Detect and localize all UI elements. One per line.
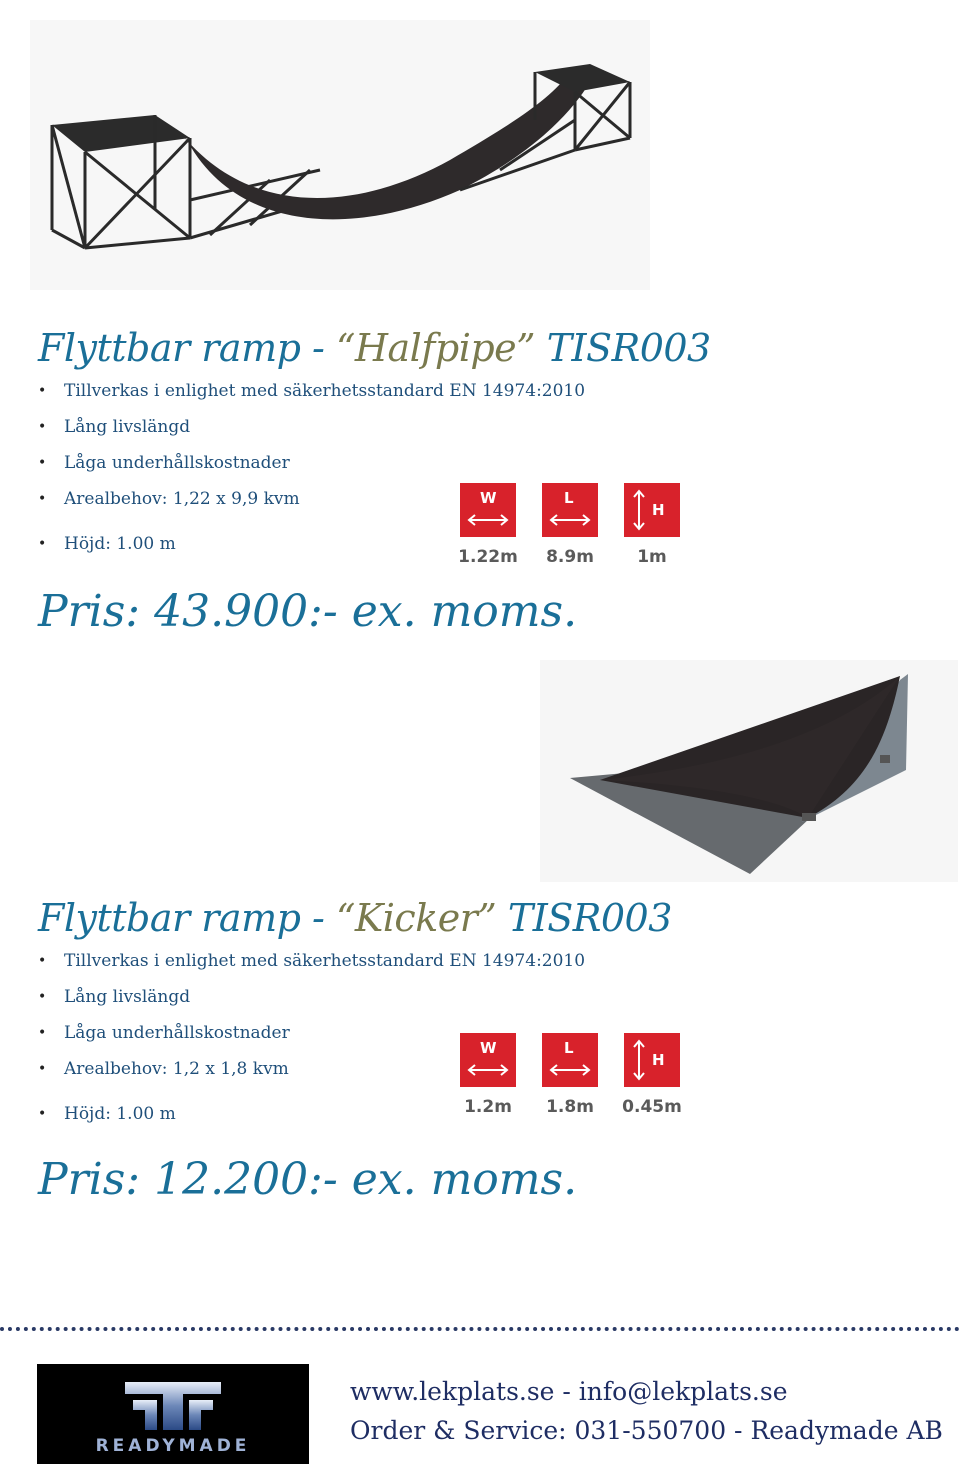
dotted-divider xyxy=(0,1327,960,1331)
length-dimension xyxy=(542,1033,598,1117)
width-icon: W xyxy=(460,1033,516,1087)
feature-item: • Tillverkas i enlighet med säkerhetsstandard EN 14974:2010 xyxy=(38,382,585,400)
dimension-icons-halfpipe xyxy=(460,483,680,567)
height-icon: H xyxy=(624,1033,680,1087)
feature-item: • Låga underhållskostnader xyxy=(38,1024,585,1042)
height-value: 0.45m xyxy=(622,1097,682,1117)
width-dimension xyxy=(460,1033,516,1117)
feature-item: • Lång livslängd xyxy=(38,988,585,1006)
logo-mark-icon xyxy=(37,1364,309,1464)
feature-item: • Höjd: 1.00 m xyxy=(38,1105,585,1123)
product-title-kicker: Flyttbar ramp - “Kicker” TISR003 xyxy=(38,896,672,940)
height-value: 1m xyxy=(637,547,667,567)
halfpipe-ramp-image xyxy=(30,20,650,290)
price-kicker: Pris: 12.200:- ex. moms. xyxy=(38,1154,578,1205)
length-value: 8.9m xyxy=(546,547,594,567)
footer-contact: www.lekplats.se - info@lekplats.se xyxy=(350,1377,788,1406)
length-value: 1.8m xyxy=(546,1097,594,1117)
width-value: 1.22m xyxy=(458,547,518,567)
height-icon: H xyxy=(624,483,680,537)
dimension-icons-kicker xyxy=(460,1033,680,1117)
readymade-logo xyxy=(37,1364,309,1464)
svg-text:READYMADE: READYMADE xyxy=(95,1436,251,1456)
feature-item: • Låga underhållskostnader xyxy=(38,454,585,472)
kicker-ramp-image xyxy=(540,660,958,882)
height-dimension xyxy=(624,1033,680,1117)
footer-order-service: Order & Service: 031-550700 - Readymade AB xyxy=(350,1416,943,1445)
price-halfpipe: Pris: 43.900:- ex. moms. xyxy=(38,586,578,637)
length-dimension xyxy=(542,483,598,567)
feature-item: • Lång livslängd xyxy=(38,418,585,436)
width-icon: W xyxy=(460,483,516,537)
width-value: 1.2m xyxy=(464,1097,512,1117)
feature-item: • Höjd: 1.00 m xyxy=(38,535,585,553)
product-title-halfpipe: Flyttbar ramp - “Halfpipe” TISR003 xyxy=(38,326,711,370)
length-icon: L xyxy=(542,483,598,537)
feature-item: • Arealbehov: 1,2 x 1,8 kvm xyxy=(38,1060,585,1078)
feature-item: • Arealbehov: 1,22 x 9,9 kvm xyxy=(38,490,585,508)
height-dimension xyxy=(624,483,680,567)
length-icon: L xyxy=(542,1033,598,1087)
width-dimension xyxy=(460,483,516,567)
feature-item: • Tillverkas i enlighet med säkerhetsstandard EN 14974:2010 xyxy=(38,952,585,970)
